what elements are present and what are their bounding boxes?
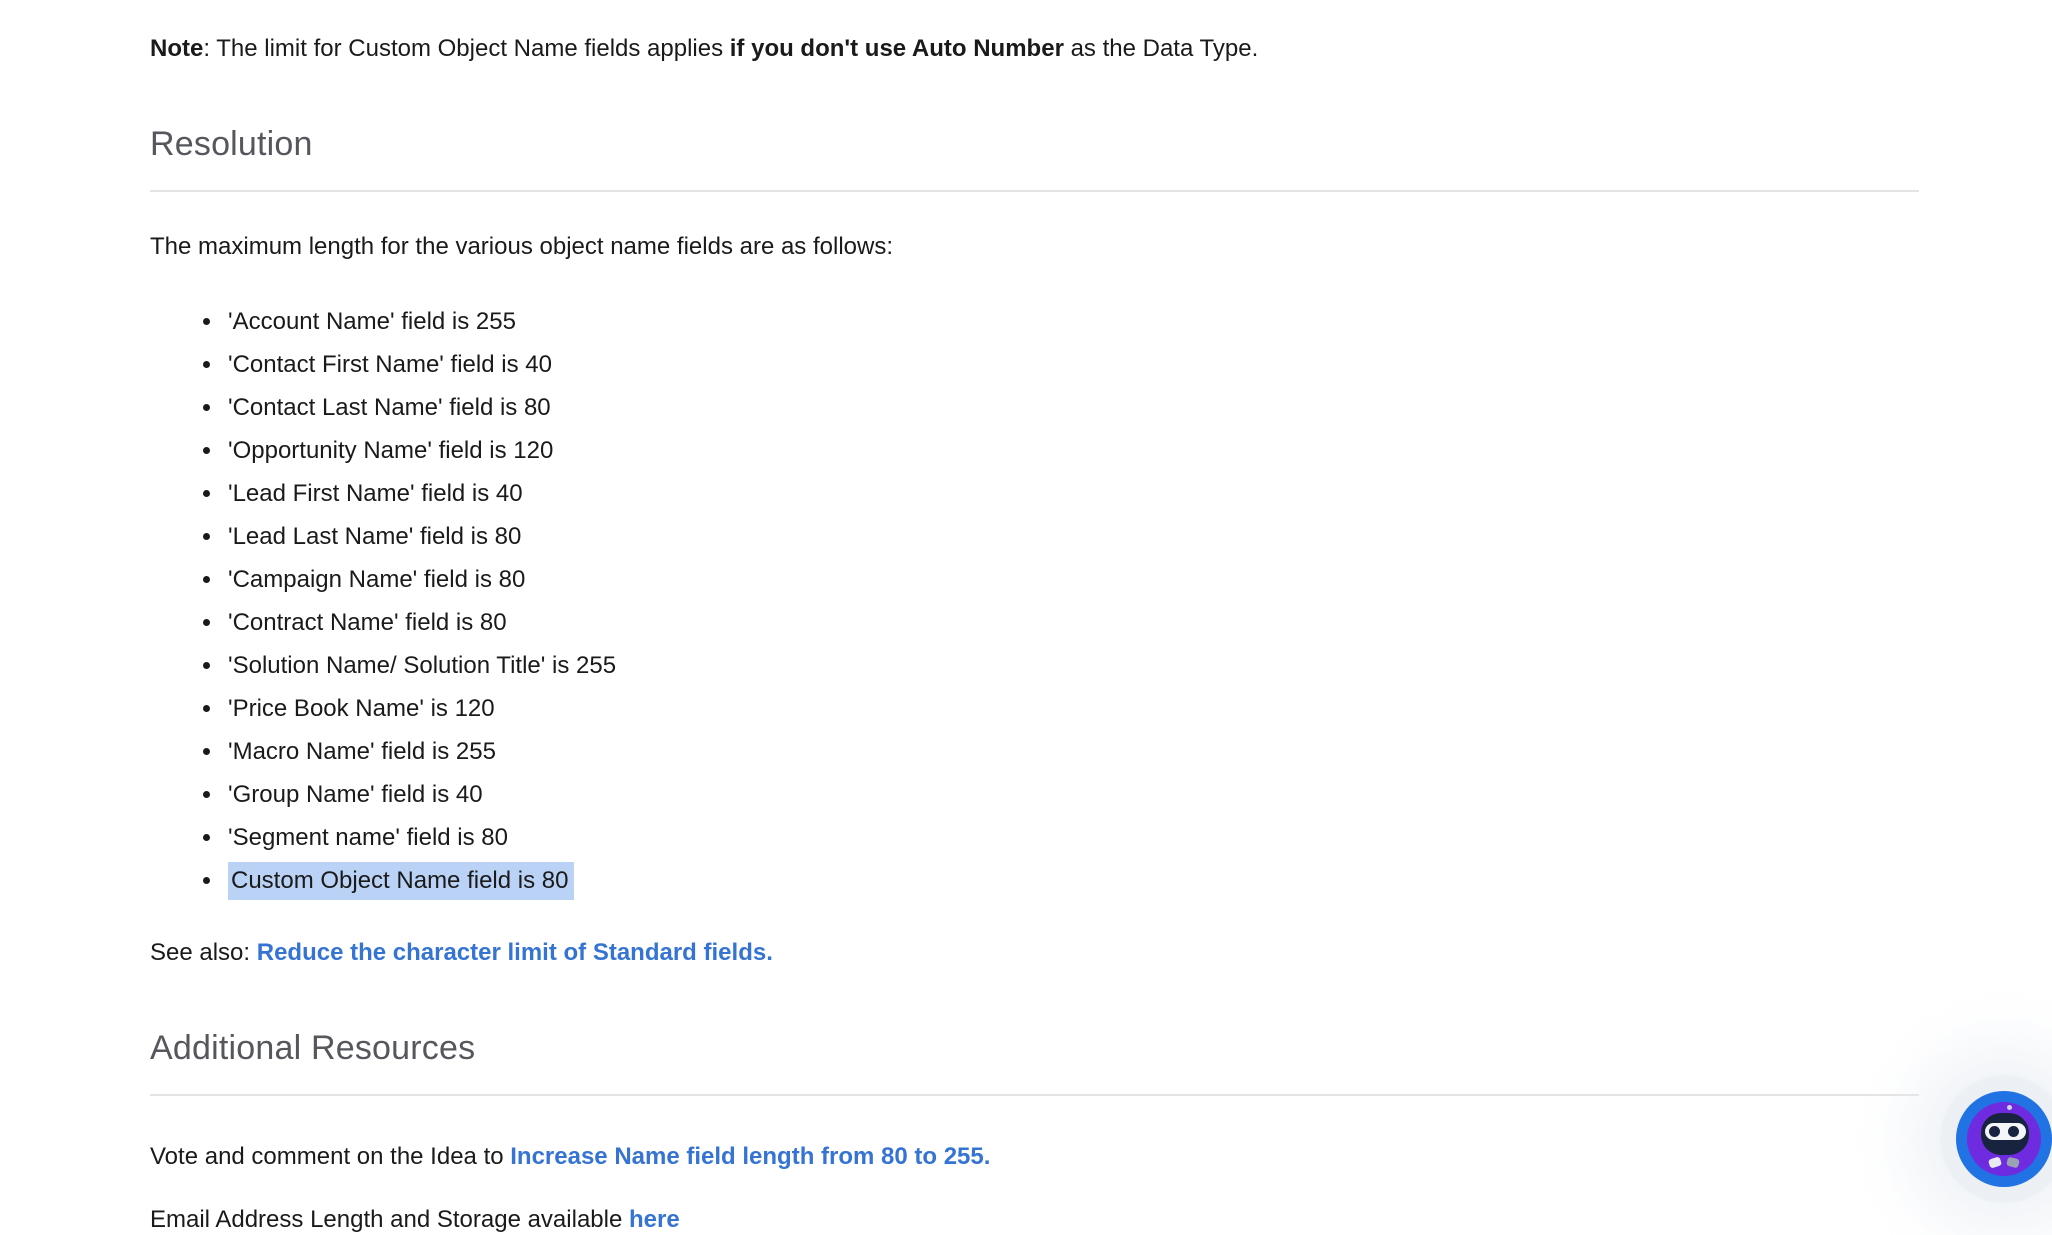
list-item: • 'Solution Name/ Solution Title' is 255 <box>224 644 1919 687</box>
additional-resources-heading: Additional Resources <box>150 1029 476 1067</box>
note-text-2: as the Data Type. <box>1063 35 1259 62</box>
list-item: • 'Contact Last Name' field is 80 <box>224 386 1919 429</box>
list-item: • 'Segment name' field is 80 <box>224 816 1919 859</box>
list-item: • 'Campaign Name' field is 80 <box>224 558 1919 601</box>
einstein-bot-icon <box>1967 1102 2041 1176</box>
resolution-intro: The maximum length for the various object name fields are as follows: <box>150 233 894 260</box>
selected-text: Custom Object Name field is 80 <box>228 862 574 900</box>
note-paragraph <box>150 0 1919 64</box>
resolution-divider <box>150 190 1919 192</box>
clipped-text: Email Address Length and Storage available <box>150 1206 629 1233</box>
resolution-heading: Resolution <box>150 125 313 163</box>
increase-name-field-length-link[interactable]: Increase Name field length from 80 to 255. <box>510 1143 991 1170</box>
see-also-line <box>150 938 1919 968</box>
note-text-1: : The limit for Custom Object Name fields applies <box>203 35 730 62</box>
list-item: • 'Group Name' field is 40 <box>224 773 1919 816</box>
list-item: • 'Price Book Name' is 120 <box>224 687 1919 730</box>
note-label: Note <box>150 35 204 62</box>
clipped-bottom-line <box>150 1205 1919 1233</box>
list-item: • 'Lead First Name' field is 40 <box>224 472 1919 515</box>
additional-resources-divider <box>150 1094 1919 1096</box>
list-item: • 'Account Name' field is 255 <box>224 300 1919 343</box>
list-item: • 'Lead Last Name' field is 80 <box>224 515 1919 558</box>
vote-prefix: Vote and comment on the Idea to <box>150 1143 511 1170</box>
help-article-content <box>150 0 1919 1233</box>
note-bold-phrase: if you don't use Auto Number <box>729 35 1064 62</box>
reduce-character-limit-link[interactable]: Reduce the character limit of Standard fields. <box>256 939 773 966</box>
list-item-highlighted <box>224 859 1919 902</box>
field-limits-list <box>150 300 1919 902</box>
chat-widget-button[interactable] <box>1956 1091 2052 1187</box>
see-also-label: See also: <box>150 939 257 966</box>
list-item: • 'Macro Name' field is 255 <box>224 730 1919 773</box>
list-item: • 'Contact First Name' field is 40 <box>224 343 1919 386</box>
vote-line <box>150 1142 1919 1172</box>
list-item: • 'Contract Name' field is 80 <box>224 601 1919 644</box>
email-address-length-link[interactable]: here <box>628 1206 680 1233</box>
list-item: • 'Opportunity Name' field is 120 <box>224 429 1919 472</box>
